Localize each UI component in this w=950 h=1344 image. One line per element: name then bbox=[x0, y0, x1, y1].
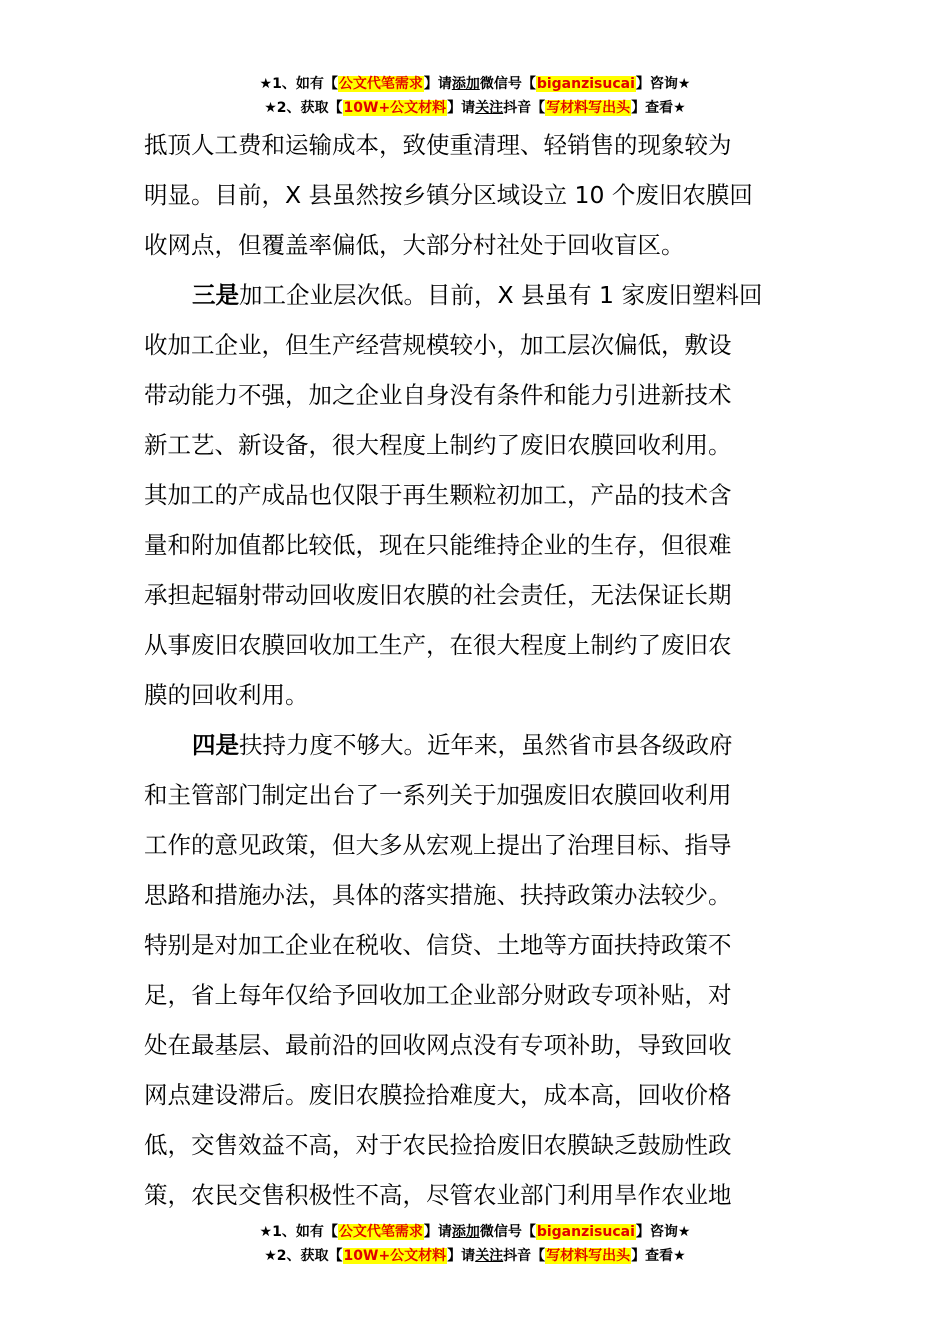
text-line: 处在最基层、最前沿的回收网点没有专项补助，导致回收 bbox=[144, 1031, 732, 1059]
text-line: 四是扶持力度不够大。近年来，虽然省市县各级政府 bbox=[192, 731, 733, 759]
paragraph-3 bbox=[144, 720, 808, 1220]
text-line: 思路和措施办法，具体的落实措施、扶持政策办法较少。 bbox=[144, 881, 732, 909]
highlight-materials: 10W+公文材料 bbox=[343, 100, 447, 116]
banner-line-2: ★2、获取【10W+公文材料】请关注抖音【写材料写出头】查看★ bbox=[264, 1248, 686, 1264]
highlight-wechat-id: biganzisucai bbox=[536, 76, 635, 92]
highlight-douyin: 写材料写出头 bbox=[546, 100, 631, 116]
highlight-materials: 10W+公文材料 bbox=[343, 1248, 447, 1264]
text-line: 带动能力不强，加之企业自身没有条件和能力引进新技术 bbox=[144, 381, 732, 409]
text-line: 工作的意见政策，但大多从宏观上提出了治理目标、指导 bbox=[144, 831, 732, 859]
text-line: 特别是对加工企业在税收、信贷、土地等方面扶持政策不 bbox=[144, 931, 732, 959]
text-line: 策，农民交售积极性不高，尽管农业部门利用旱作农业地 bbox=[144, 1181, 732, 1209]
text-line: 量和附加值都比较低，现在只能维持企业的生存，但很难 bbox=[144, 531, 732, 559]
header-banner bbox=[0, 72, 950, 120]
document-body bbox=[144, 120, 808, 1220]
paragraph-2 bbox=[144, 270, 808, 720]
text-line: 抵顶人工费和运输成本，致使重清理、轻销售的现象较为 bbox=[144, 131, 732, 159]
banner-line-1: ★1、如有【公文代笔需求】请添加微信号【biganzisucai】咨询★ bbox=[259, 1224, 691, 1240]
text-line: 网点建设滞后。废旧农膜捡拾难度大，成本高，回收价格 bbox=[144, 1081, 732, 1109]
banner-line-2: ★2、获取【10W+公文材料】请关注抖音【写材料写出头】查看★ bbox=[264, 100, 686, 116]
text-line: 从事废旧农膜回收加工生产，在很大程度上制约了废旧农 bbox=[144, 631, 732, 659]
text-line: 三是加工企业层次低。目前，X 县虽有 1 家废旧塑料回 bbox=[192, 281, 763, 309]
highlight-douyin: 写材料写出头 bbox=[546, 1248, 631, 1264]
paragraph-lead: 三是 bbox=[192, 281, 239, 309]
text-line: 足，省上每年仅给予回收加工企业部分财政专项补贴，对 bbox=[144, 981, 732, 1009]
text-line: 新工艺、新设备，很大程度上制约了废旧农膜回收利用。 bbox=[144, 431, 732, 459]
text-line: 低，交售效益不高，对于农民捡拾废旧农膜缺乏鼓励性政 bbox=[144, 1131, 732, 1159]
text-line: 和主管部门制定出台了一系列关于加强废旧农膜回收利用 bbox=[144, 781, 732, 809]
text-line: 明显。目前，X 县虽然按乡镇分区域设立 10 个废旧农膜回 bbox=[144, 181, 753, 209]
text-line: 收加工企业，但生产经营规模较小，加工层次偏低，敷设 bbox=[144, 331, 732, 359]
highlight-wechat-id: biganzisucai bbox=[536, 1224, 635, 1240]
paragraph-1 bbox=[144, 120, 808, 270]
text-line: 膜的回收利用。 bbox=[144, 681, 309, 709]
text-line: 收网点，但覆盖率偏低，大部分村社处于回收盲区。 bbox=[144, 231, 685, 259]
highlight-service: 公文代笔需求 bbox=[338, 76, 423, 92]
text-line: 承担起辐射带动回收废旧农膜的社会责任，无法保证长期 bbox=[144, 581, 732, 609]
paragraph-lead: 四是 bbox=[192, 731, 239, 759]
banner-line-1: ★1、如有【公文代笔需求】请添加微信号【biganzisucai】咨询★ bbox=[259, 76, 691, 92]
highlight-service: 公文代笔需求 bbox=[338, 1224, 423, 1240]
footer-banner bbox=[0, 1220, 950, 1268]
text-line: 其加工的产成品也仅限于再生颗粒初加工，产品的技术含 bbox=[144, 481, 732, 509]
